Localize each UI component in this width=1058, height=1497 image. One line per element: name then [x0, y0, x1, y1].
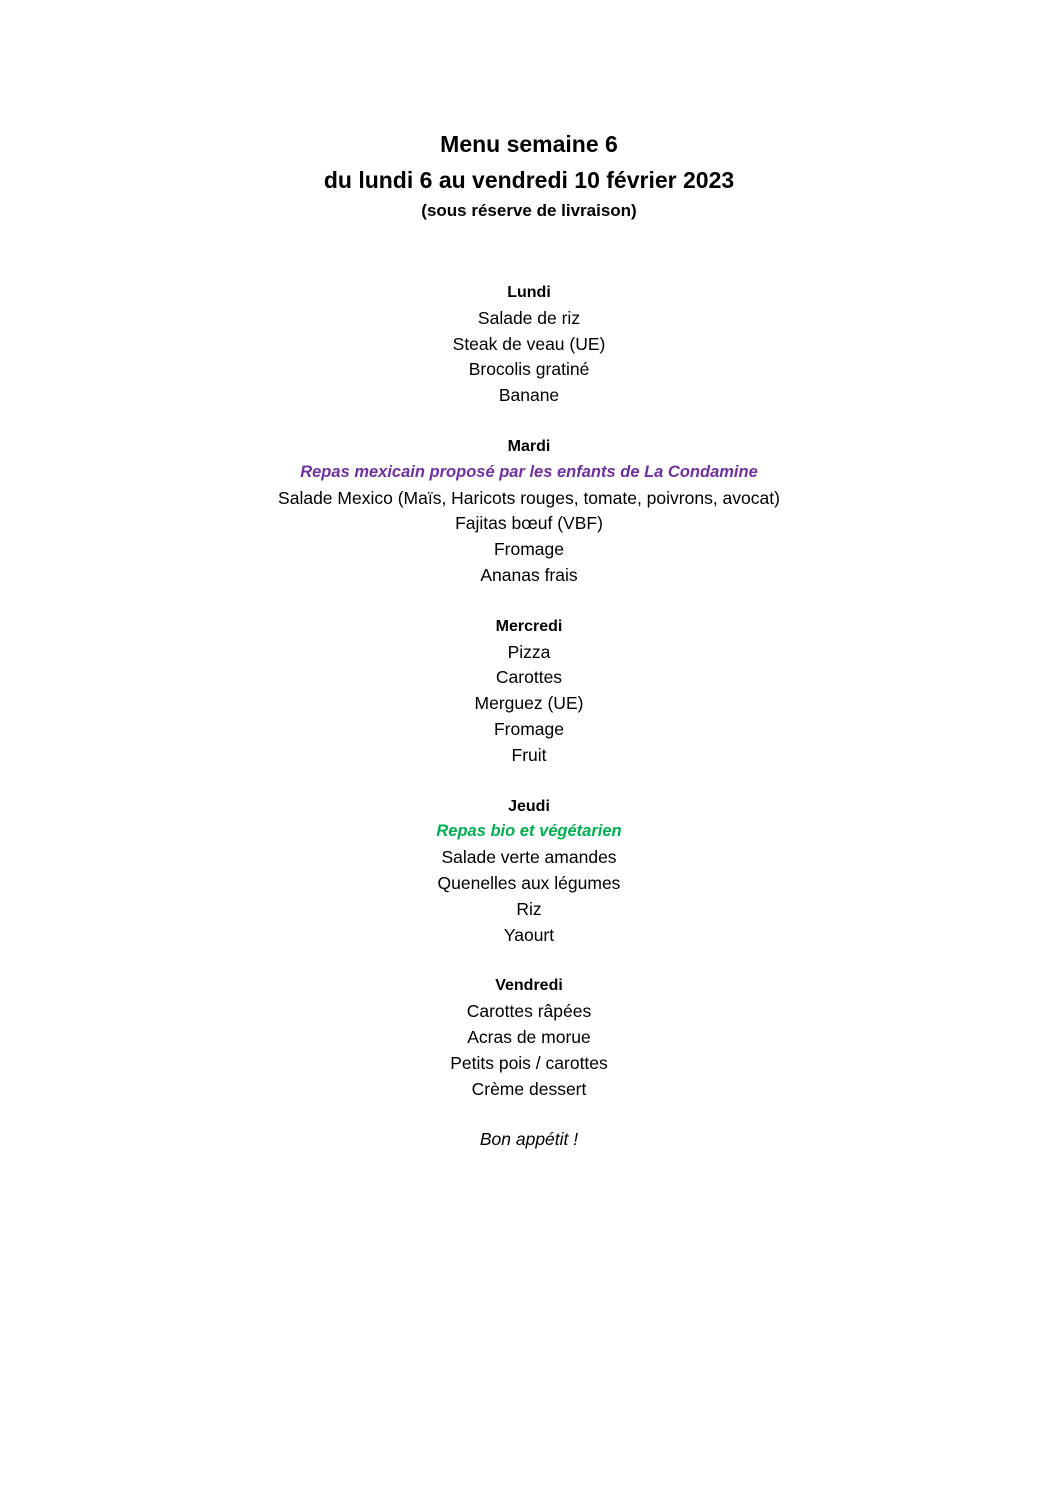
dish: Carottes	[495, 667, 563, 688]
dish: Acras de morue	[467, 1026, 591, 1047]
menu-dates: du lundi 6 au vendredi 10 février 2023	[323, 167, 735, 193]
day-name: Mercredi	[495, 617, 563, 635]
day-wednesday	[0, 614, 1058, 769]
closing-message: Bon appétit !	[479, 1129, 579, 1150]
dish: Quenelles aux légumes	[437, 872, 621, 893]
day-name: Vendredi	[495, 977, 563, 995]
day-monday	[0, 280, 1058, 409]
dish: Carottes râpées	[466, 1001, 592, 1022]
day-tuesday	[0, 434, 1058, 589]
meal-theme: Repas bio et végétarien	[436, 822, 622, 841]
dish: Banane	[498, 385, 560, 406]
day-friday	[0, 973, 1058, 1102]
menu-header	[0, 126, 1058, 224]
dish: Salade Mexico (Maïs, Haricots rouges, tomate, poivrons, avocat)	[278, 487, 780, 508]
dish: Yaourt	[503, 924, 555, 945]
dish: Merguez (UE)	[474, 693, 584, 714]
delivery-note: (sous réserve de livraison)	[421, 201, 637, 220]
dish: Fromage	[493, 718, 565, 739]
dish: Brocolis gratiné	[468, 359, 590, 380]
dish: Crème dessert	[471, 1078, 587, 1099]
dish: Fruit	[511, 744, 547, 765]
dish: Ananas frais	[480, 564, 578, 585]
dish: Pizza	[507, 641, 551, 662]
meal-theme: Repas mexicain proposé par les enfants de La Condamine	[300, 462, 758, 481]
dish: Salade de riz	[477, 307, 581, 328]
dish: Salade verte amandes	[441, 847, 617, 868]
dish: Petits pois / carottes	[450, 1052, 608, 1073]
menu-title: Menu semaine 6	[440, 131, 618, 157]
day-name: Lundi	[507, 284, 551, 301]
day-thursday	[0, 794, 1058, 949]
day-name: Jeudi	[508, 797, 550, 815]
dish: Fromage	[493, 539, 565, 560]
weekly-menu	[0, 280, 1058, 1153]
dish: Steak de veau (UE)	[452, 333, 606, 354]
day-name: Mardi	[507, 437, 551, 455]
dish: Riz	[516, 898, 542, 919]
dish: Fajitas bœuf (VBF)	[455, 513, 603, 534]
